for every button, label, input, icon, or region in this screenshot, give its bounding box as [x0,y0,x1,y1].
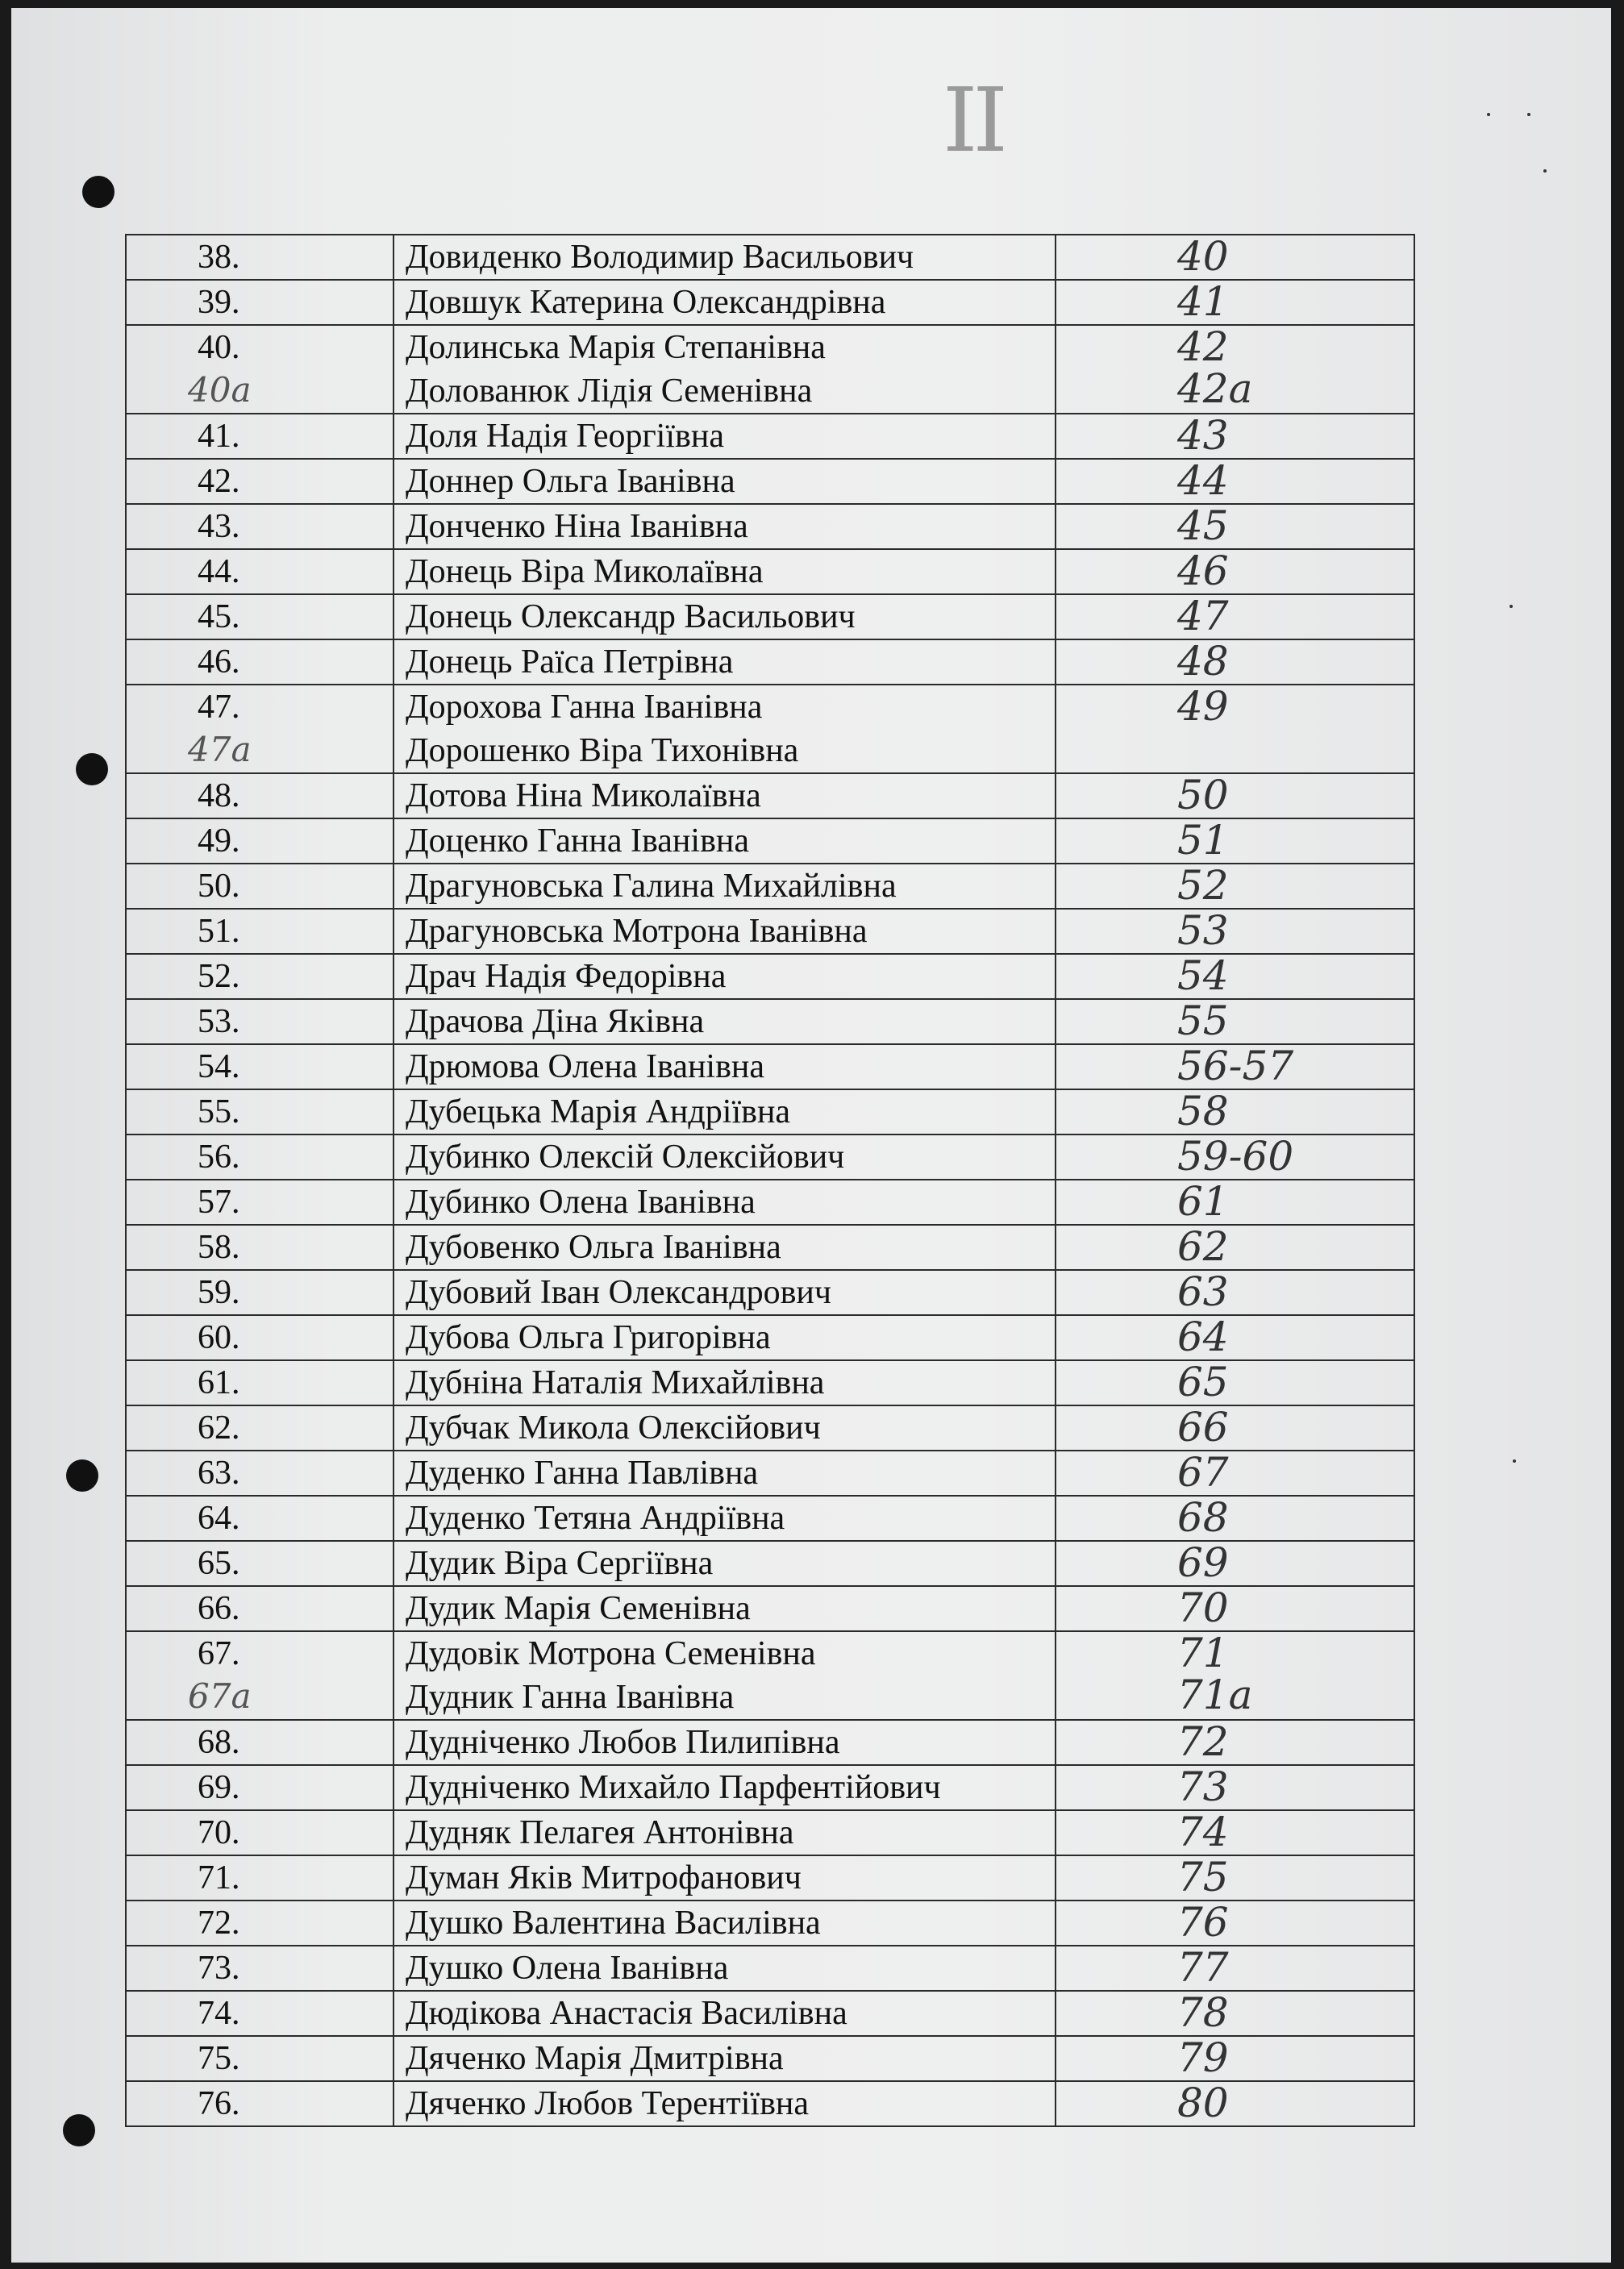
table-row [126,685,1414,773]
row-number: 65. [198,1545,240,1582]
handwritten-page-number: 73 [1176,1763,1229,1810]
page-number-cell [1056,1991,1414,2036]
table-row [126,1089,1414,1134]
table-row [126,818,1414,864]
handwritten-page-number: 74 [1176,1809,1229,1855]
row-number: 59. [198,1274,240,1311]
row-number-cell [126,1270,394,1315]
handwritten-page-number: 69 [1176,1539,1229,1586]
handwritten-page-number: 76 [1176,1899,1229,1946]
person-name: Драч Надія Федорівна [406,958,727,995]
page-section-numeral: II [943,69,1003,172]
name-cell [394,1180,1056,1225]
row-number-cell [126,459,394,504]
person-name: Дубова Ольга Григорівна [406,1319,771,1356]
name-cell [394,1586,1056,1631]
row-number-cell [126,1496,394,1541]
name-cell [394,504,1056,549]
row-number: 44. [198,553,240,590]
row-number-cell [126,1946,394,1991]
row-number: 41. [198,418,240,455]
name-cell [394,280,1056,325]
row-number-cell [126,864,394,909]
row-number: 50. [198,868,240,905]
row-number: 48. [198,777,240,814]
table-row [126,2081,1414,2126]
page-number-cell [1056,1631,1414,1720]
page-number-cell [1056,1901,1414,1946]
name-cell [394,1901,1056,1946]
punch-hole-4 [63,2114,95,2146]
row-number: 38. [198,239,240,276]
row-number-cell [126,414,394,459]
person-name: Дяченко Любов Терентіївна [406,2085,810,2122]
page-number-cell [1056,1405,1414,1451]
row-number: 45. [198,598,240,635]
row-number-cell [126,909,394,954]
row-number: 69. [198,1769,240,1806]
page-number-cell [1056,864,1414,909]
page-number-cell [1056,1765,1414,1810]
page-number-cell [1056,1946,1414,1991]
row-number-cell [126,1631,394,1720]
table-row [126,954,1414,999]
table-row [126,1134,1414,1180]
handwritten-page-number: 72 [1176,1718,1229,1765]
handwritten-page-number: 44 [1176,457,1229,504]
handwritten-page-number: 77 [1176,1944,1229,1991]
table-row [126,999,1414,1044]
row-number: 49. [198,822,240,860]
table-row [126,1631,1414,1720]
page-number-cell [1056,549,1414,594]
person-name: Дудовік Мотрона Семенівна [406,1635,816,1672]
handwritten-page-number: 67 [1176,1449,1229,1496]
handwritten-page-number: 59-60 [1176,1133,1294,1180]
name-cell [394,1541,1056,1586]
name-cell [394,1451,1056,1496]
handwritten-page-number: 43 [1176,412,1229,459]
table-row [126,1541,1414,1586]
page-number-cell [1056,818,1414,864]
table-row [126,773,1414,818]
name-cell [394,999,1056,1044]
row-number: 76. [198,2085,240,2122]
person-name: Драчова Діна Яківна [406,1003,705,1040]
table-row [126,1901,1414,1946]
row-number: 75. [198,2040,240,2077]
row-number-cell [126,325,394,414]
row-number: 61. [198,1364,240,1401]
page-number-cell [1056,2081,1414,2126]
name-cell [394,1405,1056,1451]
page-number-cell [1056,1586,1414,1631]
table-row [126,549,1414,594]
table-row [126,1451,1414,1496]
page-number-cell [1056,280,1414,325]
table-row [126,504,1414,549]
row-number: 67. [198,1635,240,1672]
page-number-cell [1056,1855,1414,1901]
handwritten-page-number: 71 [1176,1630,1229,1676]
person-name: Дюдікова Анастасія Василівна [406,1995,847,2032]
handwritten-sub-number: 40а [188,370,252,410]
table-row [126,1720,1414,1765]
handwritten-page-number: 45 [1176,502,1229,549]
table-row [126,414,1414,459]
row-number-cell [126,1360,394,1405]
page-number-cell [1056,325,1414,414]
table-row [126,1946,1414,1991]
handwritten-page-number: 68 [1176,1494,1229,1541]
row-number: 68. [198,1724,240,1761]
name-cell [394,1946,1056,1991]
page-number-cell [1056,909,1414,954]
name-cell [394,1089,1056,1134]
row-number-cell [126,1044,394,1089]
name-cell [394,1270,1056,1315]
page-number-cell [1056,1134,1414,1180]
row-number: 52. [198,958,240,995]
handwritten-sub-number: 47а [188,730,252,769]
name-cell [394,1360,1056,1405]
page-number-cell [1056,1180,1414,1225]
table-row [126,909,1414,954]
table-row [126,864,1414,909]
table-row [126,459,1414,504]
row-number: 71. [198,1859,240,1896]
row-number-cell [126,2081,394,2126]
name-cell [394,685,1056,773]
row-number: 55. [198,1093,240,1130]
table-row [126,325,1414,414]
row-number: 63. [198,1455,240,1492]
name-cell [394,1810,1056,1855]
speck [1527,113,1530,116]
name-cell [394,2081,1056,2126]
row-number-cell [126,1765,394,1810]
row-number-cell [126,1180,394,1225]
handwritten-page-number: 53 [1176,907,1229,954]
page-number-cell [1056,459,1414,504]
table-row [126,1405,1414,1451]
row-number: 60. [198,1319,240,1356]
page-number-cell [1056,1089,1414,1134]
name-cell [394,414,1056,459]
table-row [126,280,1414,325]
person-name: Дуденко Ганна Павлівна [406,1455,759,1492]
handwritten-page-number: 49 [1176,683,1229,730]
names-table-body [126,235,1414,2126]
person-name: Дудняк Пелагея Антонівна [406,1814,794,1851]
handwritten-page-number: 58 [1176,1088,1229,1134]
person-name: Дорошенко Віра Тихонівна [406,732,799,769]
handwritten-page-number: 51 [1176,817,1229,864]
person-name: Дорохова Ганна Іванівна [406,689,763,726]
row-number-cell [126,954,394,999]
person-name: Драгуновська Галина Михайлівна [406,868,897,905]
person-name: Дубинко Олексій Олексійович [406,1139,845,1176]
row-number-cell [126,1810,394,1855]
row-number: 42. [198,463,240,500]
row-number-cell [126,594,394,639]
row-number-cell [126,818,394,864]
name-cell [394,1855,1056,1901]
handwritten-page-number: 65 [1176,1359,1229,1405]
names-table [125,234,1415,2127]
page-number-cell [1056,1720,1414,1765]
name-cell [394,864,1056,909]
page-number-cell [1056,1496,1414,1541]
row-number-cell [126,504,394,549]
name-cell [394,1225,1056,1270]
handwritten-page-number: 63 [1176,1268,1229,1315]
row-number: 66. [198,1590,240,1627]
person-name: Душко Валентина Василівна [406,1905,821,1942]
name-cell [394,1720,1056,1765]
table-row [126,1496,1414,1541]
handwritten-page-number: 78 [1176,1989,1229,2036]
punch-hole-2 [76,753,108,785]
row-number-cell [126,999,394,1044]
handwritten-sub-number: 67а [188,1676,252,1716]
handwritten-page-number: 42а [1176,365,1253,412]
person-name: Дяченко Марія Дмитрівна [406,2040,784,2077]
row-number: 40. [198,329,240,366]
table-row [126,1360,1414,1405]
row-number-cell [126,1855,394,1901]
speck [1513,1459,1516,1463]
person-name: Долованюк Лідія Семенівна [406,373,813,410]
row-number-cell [126,773,394,818]
name-cell [394,594,1056,639]
handwritten-page-number: 62 [1176,1223,1229,1270]
person-name: Думан Яків Митрофанович [406,1859,802,1896]
person-name: Донець Раїса Петрівна [406,643,734,681]
handwritten-page-number: 66 [1176,1404,1229,1451]
name-cell [394,459,1056,504]
table-row [126,639,1414,685]
table-row [126,1225,1414,1270]
row-number-cell [126,685,394,773]
row-number-cell [126,1089,394,1134]
handwritten-page-number: 71а [1176,1672,1253,1718]
page-number-cell [1056,685,1414,773]
row-number: 64. [198,1500,240,1537]
person-name: Довшук Катерина Олександрівна [406,284,886,321]
person-name: Драгуновська Мотрона Іванівна [406,913,868,950]
handwritten-page-number: 79 [1176,2034,1229,2081]
page-number-cell [1056,2036,1414,2081]
row-number: 70. [198,1814,240,1851]
person-name: Дубніна Наталія Михайлівна [406,1364,825,1401]
row-number-cell [126,235,394,280]
person-name: Долинська Марія Степанівна [406,329,826,366]
row-number-cell [126,1586,394,1631]
row-number: 57. [198,1184,240,1221]
table-row [126,1315,1414,1360]
name-cell [394,325,1056,414]
row-number: 43. [198,508,240,545]
table-row [126,1586,1414,1631]
row-number-cell [126,1991,394,2036]
speck [1487,113,1490,116]
handwritten-page-number: 56-57 [1176,1043,1294,1089]
row-number-cell [126,1315,394,1360]
page-number-cell [1056,1225,1414,1270]
page-number-cell [1056,639,1414,685]
row-number: 72. [198,1905,240,1942]
page-number-cell [1056,1315,1414,1360]
handwritten-page-number: 75 [1176,1854,1229,1901]
table-row [126,594,1414,639]
row-number: 74. [198,1995,240,2032]
person-name: Дубовий Іван Олександрович [406,1274,832,1311]
handwritten-page-number: 70 [1176,1584,1229,1631]
page-number-cell [1056,1541,1414,1586]
table-row [126,2036,1414,2081]
page-number-cell [1056,773,1414,818]
table-row [126,1765,1414,1810]
person-name: Дудик Віра Сергіївна [406,1545,714,1582]
name-cell [394,639,1056,685]
table-row [126,1180,1414,1225]
table-row [126,1270,1414,1315]
row-number: 62. [198,1409,240,1447]
person-name: Душко Олена Іванівна [406,1950,729,1987]
row-number: 56. [198,1139,240,1176]
handwritten-page-number: 46 [1176,547,1229,594]
name-cell [394,954,1056,999]
name-cell [394,2036,1056,2081]
handwritten-page-number: 47 [1176,593,1229,639]
name-cell [394,549,1056,594]
page-number-cell [1056,1360,1414,1405]
row-number-cell [126,1225,394,1270]
handwritten-page-number: 61 [1176,1178,1229,1225]
page-number-cell [1056,1810,1414,1855]
person-name: Дуденко Тетяна Андріївна [406,1500,785,1537]
person-name: Дубчак Микола Олексійович [406,1409,821,1447]
name-cell [394,1496,1056,1541]
handwritten-page-number: 48 [1176,638,1229,685]
handwritten-page-number: 80 [1176,2080,1229,2126]
person-name: Дубецька Марія Андріївна [406,1093,791,1130]
row-number: 53. [198,1003,240,1040]
name-cell [394,235,1056,280]
page-number-cell [1056,999,1414,1044]
person-name: Дудніченко Любов Пилипівна [406,1724,840,1761]
row-number-cell [126,280,394,325]
page-number-cell [1056,954,1414,999]
name-cell [394,818,1056,864]
name-cell [394,773,1056,818]
person-name: Доннер Ольга Іванівна [406,463,735,500]
table-row [126,1810,1414,1855]
person-name: Дудик Марія Семенівна [406,1590,751,1627]
person-name: Доценко Ганна Іванівна [406,822,750,860]
name-cell [394,1134,1056,1180]
row-number-cell [126,1405,394,1451]
table-row [126,1855,1414,1901]
punch-hole-1 [82,176,115,208]
row-number-cell [126,1451,394,1496]
person-name: Доля Надія Георгіївна [406,418,724,455]
row-number-cell [126,639,394,685]
handwritten-page-number: 52 [1176,862,1229,909]
handwritten-page-number: 54 [1176,952,1229,999]
table-row [126,235,1414,280]
row-number: 39. [198,284,240,321]
person-name: Дрюмова Олена Іванівна [406,1048,765,1085]
speck [1543,169,1547,173]
page-number-cell [1056,1270,1414,1315]
handwritten-page-number: 50 [1176,772,1229,818]
row-number: 47. [198,689,240,726]
punch-hole-3 [66,1459,98,1492]
page-number-cell [1056,594,1414,639]
row-number-cell [126,1901,394,1946]
row-number: 54. [198,1048,240,1085]
person-name: Донченко Ніна Іванівна [406,508,748,545]
row-number-cell [126,1134,394,1180]
table-row [126,1044,1414,1089]
table-row [126,1991,1414,2036]
row-number: 51. [198,913,240,950]
row-number: 46. [198,643,240,681]
page-number-cell [1056,1451,1414,1496]
person-name: Дотова Ніна Миколаївна [406,777,761,814]
row-number-cell [126,1541,394,1586]
handwritten-page-number: 64 [1176,1314,1229,1360]
page-number-cell [1056,1044,1414,1089]
name-cell [394,1631,1056,1720]
person-name: Донець Олександр Васильович [406,598,856,635]
row-number-cell [126,549,394,594]
row-number-cell [126,2036,394,2081]
person-name: Довиденко Володимир Васильович [406,239,914,276]
page-number-cell [1056,235,1414,280]
handwritten-page-number: 55 [1176,997,1229,1044]
row-number: 73. [198,1950,240,1987]
handwritten-page-number: 40 [1176,233,1229,280]
name-cell [394,1765,1056,1810]
page-number-cell [1056,504,1414,549]
handwritten-page-number: 42 [1176,323,1229,370]
name-cell [394,909,1056,954]
row-number-cell [126,1720,394,1765]
person-name: Дудник Ганна Іванівна [406,1679,735,1716]
page-number-cell [1056,414,1414,459]
person-name: Донець Віра Миколаївна [406,553,764,590]
name-cell [394,1315,1056,1360]
handwritten-page-number: 41 [1176,278,1229,325]
speck [1509,605,1513,608]
row-number: 58. [198,1229,240,1266]
person-name: Дудніченко Михайло Парфентійович [406,1769,941,1806]
person-name: Дубинко Олена Іванівна [406,1184,756,1221]
name-cell [394,1991,1056,2036]
name-cell [394,1044,1056,1089]
person-name: Дубовенко Ольга Іванівна [406,1229,781,1266]
